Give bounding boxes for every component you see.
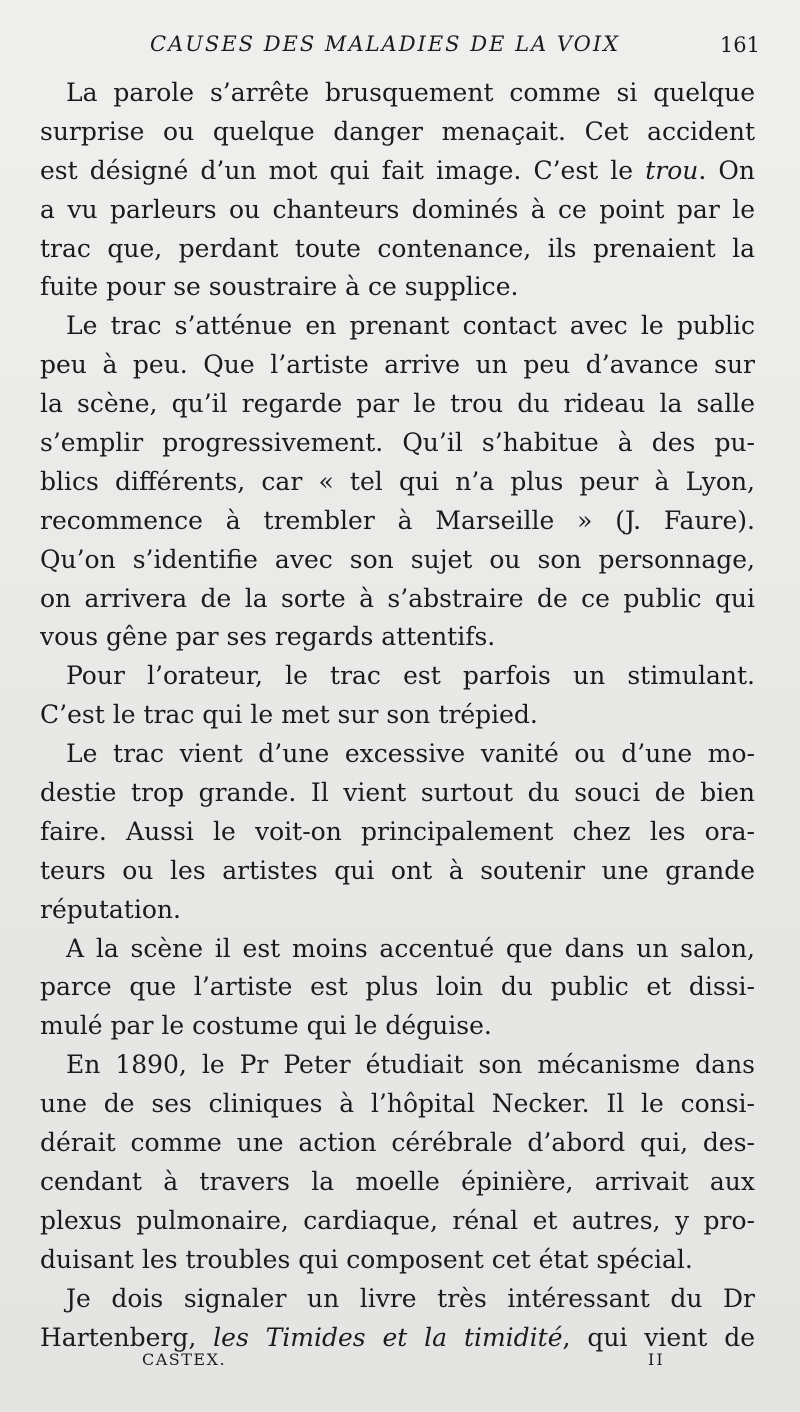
italic-title: les Timides et la timidité: [213, 1322, 563, 1352]
running-title: CAUSES DES MALADIES DE LA VOIX: [150, 32, 621, 56]
text-line: Je dois signaler un livre très intéressant du Dr: [66, 1283, 755, 1313]
text-line: Pour l’orateur, le trac est parfois un stimulant.: [66, 661, 755, 691]
text-line: mulé par le costume qui le déguise.: [40, 1011, 492, 1041]
text-line: une de ses cliniques à l’hôpital Necker. Il le consi-: [40, 1089, 755, 1119]
signature-mark: CASTEX.: [142, 1350, 227, 1369]
text-line: cendant à travers la moelle épinière, arrivait aux: [40, 1166, 755, 1196]
text-line: Le trac s’atténue en prenant contact avec le public: [66, 311, 755, 341]
signature-number: II: [648, 1350, 665, 1369]
text-line: fuite pour se soustraire à ce supplice.: [40, 272, 519, 302]
text-line: a vu parleurs ou chanteurs dominés à ce point par le: [40, 194, 755, 224]
page-footer: [40, 1350, 770, 1374]
text-line: blics différents, car « tel qui n’a plus peur à Lyon,: [40, 466, 755, 496]
text-line: C’est le trac qui le met sur son trépied.: [40, 700, 538, 730]
text-line: plexus pulmonaire, cardiaque, rénal et autres, y pro-: [40, 1205, 755, 1235]
text-line: La parole s’arrête brusquement comme si quelque: [66, 78, 755, 107]
text-line: recommence à trembler à Marseille » (J. Faure).: [40, 505, 755, 535]
text-line: est désigné d’un mot qui fait image. C’est le trou. On: [40, 155, 755, 185]
italic-word: trou: [645, 155, 699, 185]
text-line: teurs ou les artistes qui ont à soutenir une grande: [40, 855, 755, 885]
text-line: peu à peu. Que l’artiste arrive un peu d’avance sur: [40, 350, 755, 380]
body-text: [40, 74, 755, 1357]
text-line: s’emplir progressivement. Qu’il s’habitue à des pu-: [40, 428, 755, 458]
text-line: surprise ou quelque danger menaçait. Cet accident: [40, 116, 755, 146]
text-line: duisant les troubles qui composent cet état spécial.: [40, 1244, 693, 1274]
text-line: dérait comme une action cérébrale d’abord qui, des-: [40, 1128, 755, 1158]
text-line: Le trac vient d’une excessive vanité ou d’une mo-: [66, 739, 755, 769]
text-line: la scène, qu’il regarde par le trou du rideau la salle: [40, 389, 755, 419]
running-head: [40, 32, 770, 60]
text-line: faire. Aussi le voit-on principalement chez les ora-: [40, 816, 755, 846]
text-line: parce que l’artiste est plus loin du public et dissi-: [40, 972, 755, 1002]
text-line: A la scène il est moins accentué que dans un salon,: [66, 933, 755, 963]
page-number: 161: [719, 33, 760, 57]
text-line: vous gêne par ses regards attentifs.: [40, 622, 496, 652]
text-line: Hartenberg, les Timides et la timidité, qui vient de: [40, 1322, 755, 1352]
text-line: En 1890, le Pr Peter étudiait son mécanisme dans: [66, 1050, 755, 1080]
text-line: trac que, perdant toute contenance, ils prenaient la: [40, 233, 755, 263]
text-line: réputation.: [40, 894, 181, 924]
text-line: on arrivera de la sorte à s’abstraire de ce public qui: [40, 583, 755, 613]
text-line: Qu’on s’identifie avec son sujet ou son personnage,: [40, 544, 755, 574]
text-line: destie trop grande. Il vient surtout du souci de bien: [40, 778, 755, 808]
